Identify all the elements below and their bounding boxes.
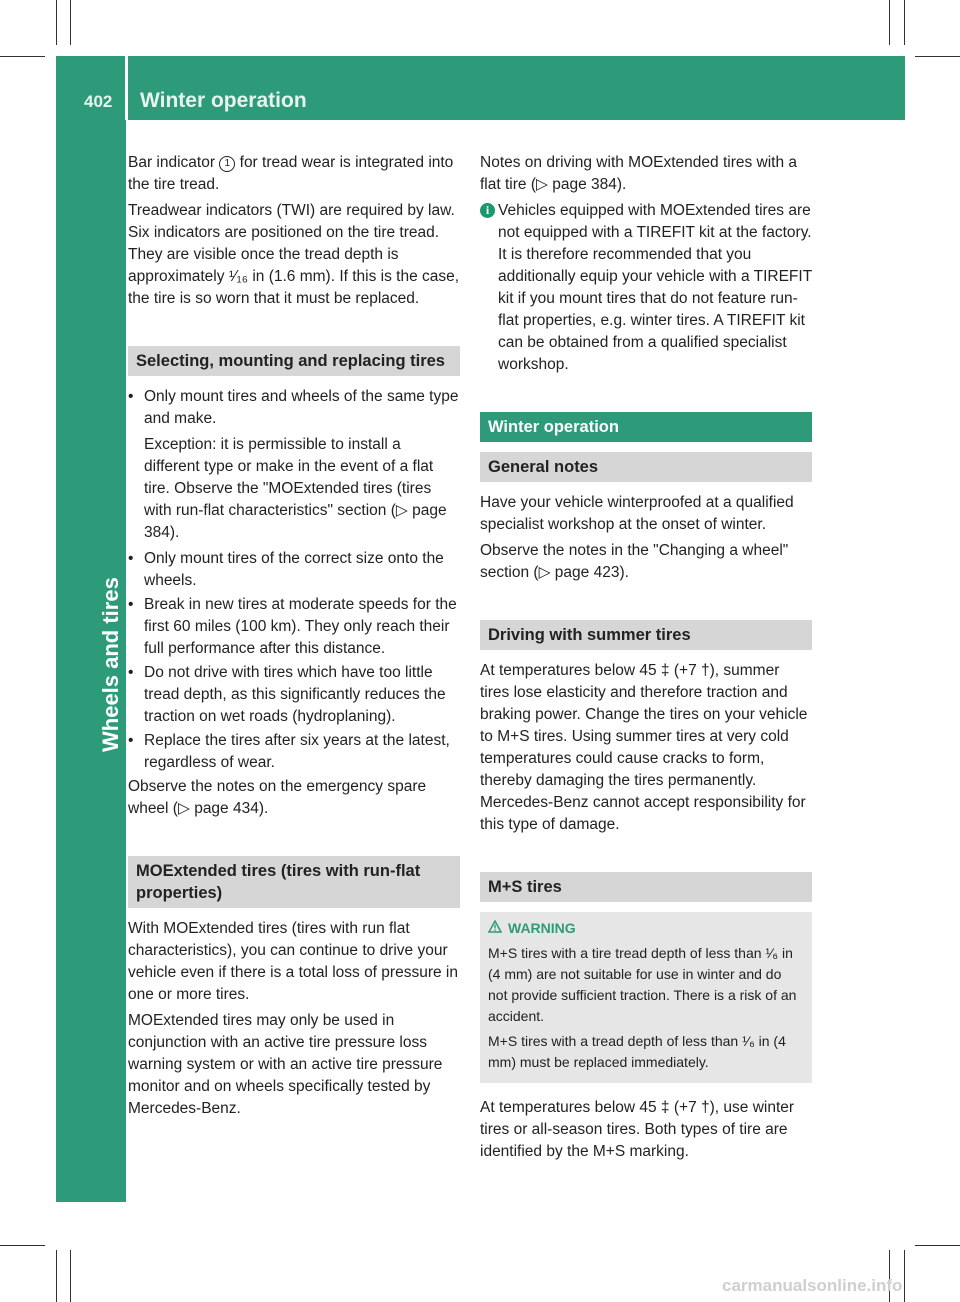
section-heading-main: Winter operation [480, 412, 812, 442]
paragraph: Have your vehicle winterproofed at a qualified specialist workshop at the onset of winter. [480, 494, 794, 533]
text: Bar indicator [128, 154, 220, 171]
watermark: carmanualsonline.info [722, 1276, 903, 1295]
bullet-list [128, 386, 460, 774]
paragraph [128, 152, 460, 196]
list-item: • Only mount tires of the correct size onto the wheels. [128, 550, 444, 589]
paragraph: Observe the notes on the emergency spare wheel (▷ page 434). [128, 778, 427, 817]
paragraph: Observe the notes in the "Changing a wheel" section (▷ page 423). [480, 542, 789, 581]
paragraph: Treadwear indicators (TWI) are required by law. Six indicators are positioned on the tire tread. They are visible once the tread depth is approximately ¹⁄₁₆ in (1.6 mm). If this is the case, the tire is so worn that it must be replaced. [128, 202, 460, 307]
crop-mark [0, 1245, 45, 1246]
text: for tread wear is integrated into the tire tread. [128, 154, 454, 193]
warning-icon [488, 918, 502, 939]
list-item: • Break in new tires at moderate speeds for the first 60 miles (100 km). They only reach their full performance after this distance. [128, 596, 457, 657]
crop-mark [56, 0, 57, 45]
info-icon: i [480, 203, 495, 218]
crop-mark [904, 0, 905, 45]
exception-text: Exception: it is permissible to install a different type or make in the event of a flat tire. Observe the "MOExtended tires (tires with run-flat characteristics" section (▷ page 384). [144, 436, 447, 541]
paragraph: At temperatures below 45 ‡ (+7 †), use winter tires or all-season tires. Both types of tire are identified by the M+S marking. [480, 1099, 795, 1160]
list-item: • Do not drive with tires which have too little tread depth, as this significantly reduces the traction on wet roads (hydroplaning). [128, 664, 446, 725]
list-item: • Only mount tires and wheels of the same type and make. Exception: it is permissible to install a different type or make in the event of a flat tire. Observe the "MOExtended tires (tires with run-flat characteristics" section (▷ page 384). [128, 386, 460, 544]
crop-mark [915, 1245, 960, 1246]
crop-mark [904, 1250, 905, 1302]
left-column [128, 152, 460, 1124]
crop-mark [915, 56, 960, 57]
paragraph: MOExtended tires may only be used in conjunction with an active tire pressure loss warning system or with an active tire pressure monitor and on wheels specifically tested by Mercedes-Benz. [128, 1012, 443, 1117]
crop-mark [70, 1250, 71, 1302]
section-heading: M+S tires [480, 872, 812, 902]
list-item: • Replace the tires after six years at the latest, regardless of wear. [128, 732, 450, 771]
crop-mark [56, 1250, 57, 1302]
header-separator [125, 56, 128, 120]
section-heading: Driving with summer tires [480, 620, 812, 650]
crop-mark [0, 56, 45, 57]
info-note [480, 200, 812, 376]
note-text: Vehicles equipped with MOExtended tires are not equipped with a TIREFIT kit at the factory. It is therefore recommended that you additionally equip your vehicle with a TIREFIT kit if you mount tires that do not feature run-flat properties, e.g. winter tires. A TIREFIT kit can be obtained from a qualified specialist workshop. [498, 202, 812, 373]
page-title: Winter operation [140, 89, 307, 112]
right-column [480, 152, 812, 1167]
marker-1-icon: 1 [219, 156, 235, 172]
crop-mark [70, 0, 71, 45]
warning-text: M+S tires with a tread depth of less than ¹⁄₆ in (4 mm) must be replaced immediately. [488, 1033, 786, 1070]
section-heading: Selecting, mounting and replacing tires [128, 346, 460, 376]
section-heading: General notes [480, 452, 812, 482]
paragraph: At temperatures below 45 ‡ (+7 †), summer tires lose elasticity and therefore traction and braking power. Change the tires on your vehicle to M+S tires. Using summer tires at very cold temperatures could cause cracks to form, thereby damaging the tires permanently. Mercedes-Benz cannot accept responsibility for this type of damage. [480, 662, 808, 833]
side-tab-label: Wheels and tires [98, 577, 123, 752]
warning-text: M+S tires with a tire tread depth of less than ¹⁄₆ in (4 mm) are not suitable for use in winter and do not provide sufficient traction. There is a risk of an accident. [488, 945, 797, 1024]
warning-heading: WARNING [488, 918, 804, 939]
paragraph: Notes on driving with MOExtended tires with a flat tire (▷ page 384). [480, 154, 798, 193]
page-number: 402 [84, 92, 113, 111]
section-heading: MOExtended tires (tires with run-flat properties) [128, 856, 460, 908]
crop-mark [889, 0, 890, 45]
paragraph: With MOExtended tires (tires with run flat characteristics), you can continue to drive your vehicle even if there is a total loss of pressure in one or more tires. [128, 920, 458, 1003]
warning-box [480, 912, 812, 1083]
